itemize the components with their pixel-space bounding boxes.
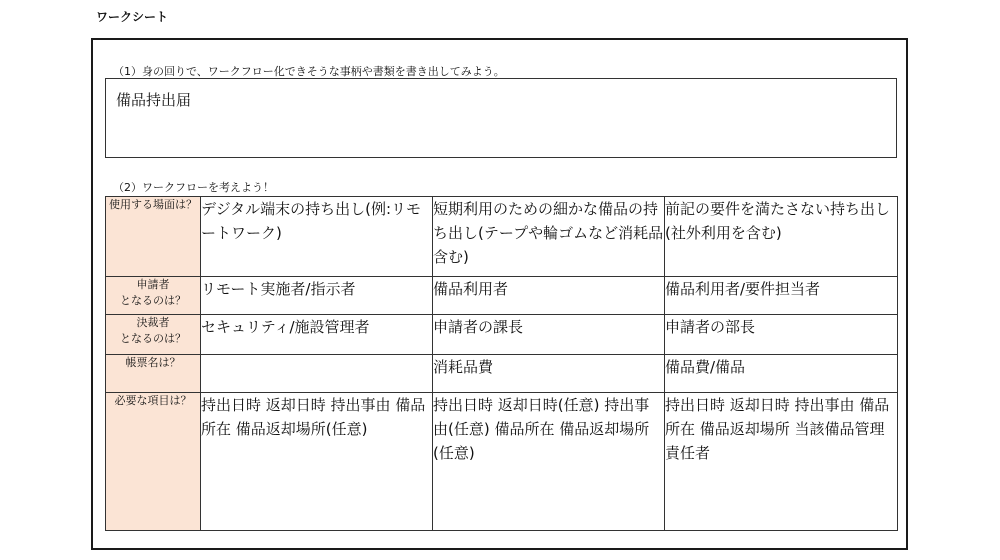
row-header-applicant: 申請者 となるのは？ — [106, 277, 201, 315]
table-cell[interactable]: 短期利用のための細かな備品の持ち出し(テープや輪ゴムなど消耗品含む) — [433, 197, 665, 277]
table-cell[interactable]: デジタル端末の持ち出し(例:リモートワーク) — [201, 197, 433, 277]
table-cell[interactable]: 備品利用者 — [433, 277, 665, 315]
question-1-answer: 備品持出届 — [116, 91, 192, 109]
table-cell[interactable]: 備品利用者/要件担当者 — [665, 277, 898, 315]
table-cell[interactable]: 持出日時 返却日時 持出事由 備品所在 備品返却場所 当該備品管理責任者 — [665, 393, 898, 531]
row-header-form-name: 帳票名は？ — [106, 355, 201, 393]
table-row-fields — [106, 393, 898, 531]
question-1-answer-box[interactable] — [105, 78, 897, 158]
table-cell[interactable]: 前記の要件を満たさない持ち出し(社外利用を含む) — [665, 197, 898, 277]
question-1-prompt: （1）身の回りで、ワークフロー化できそうな事柄や書類を書き出してみよう。 — [113, 65, 505, 78]
table-cell[interactable]: 消耗品費 — [433, 355, 665, 393]
table-row-form-name — [106, 355, 898, 393]
table-cell[interactable]: 備品費/備品 — [665, 355, 898, 393]
table-cell[interactable]: 持出日時 返却日時 持出事由 備品所在 備品返却場所(任意) — [201, 393, 433, 531]
table-cell[interactable] — [201, 355, 433, 393]
table-cell[interactable]: 申請者の部長 — [665, 315, 898, 355]
page-title: ワークシート — [96, 10, 169, 24]
row-header-approver: 決裁者 となるのは？ — [106, 315, 201, 355]
workflow-table — [105, 196, 898, 531]
table-cell[interactable]: セキュリティ/施設管理者 — [201, 315, 433, 355]
row-header-scene: 使用する場面は？ — [106, 197, 201, 277]
table-row-applicant — [106, 277, 898, 315]
table-cell[interactable]: リモート実施者/指示者 — [201, 277, 433, 315]
table-cell[interactable]: 申請者の課長 — [433, 315, 665, 355]
question-2-prompt: （2）ワークフローを考えよう！ — [113, 181, 274, 194]
table-row-approver — [106, 315, 898, 355]
table-row-scene — [106, 197, 898, 277]
table-cell[interactable]: 持出日時 返却日時(任意) 持出事由(任意) 備品所在 備品返却場所(任意) — [433, 393, 665, 531]
worksheet-frame — [91, 38, 908, 550]
row-header-fields: 必要な項目は？ — [106, 393, 201, 531]
